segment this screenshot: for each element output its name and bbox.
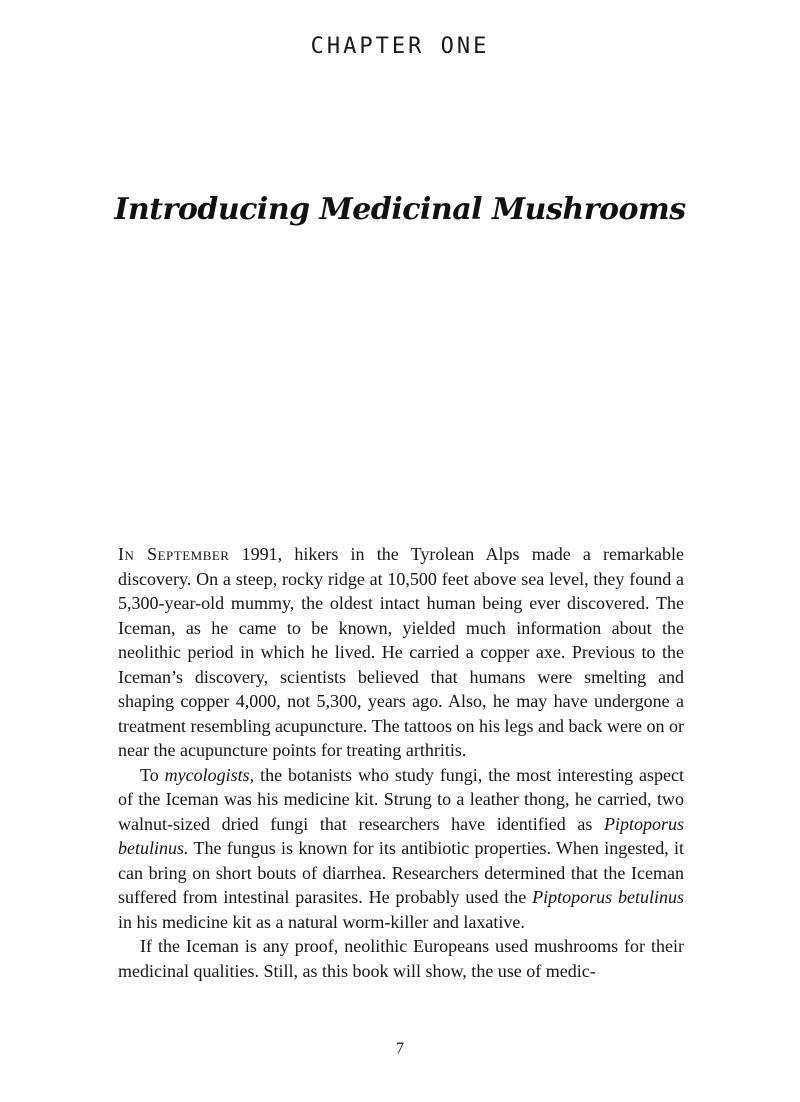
paragraph-1-text: 1991, hikers in the Tyrolean Alps made a remarkable discovery. On a steep, rocky ridge at 10,500 feet above sea level, they found a 5,300-year-old mummy, the oldest intact human being ever discovered. The Iceman, as he came to be known, yielded much information about the neolithic period in which he lived. He carried a copper axe. Previous to the Iceman’s discovery, scientists believed that humans were smelting and shaping copper 4,000, not 5,300, years ago. Also, he may have undergone a treatment resembling acupuncture. The tattoos on his legs and back were on or near the acupuncture points for treating arthritis. [118, 544, 684, 760]
paragraph-3: If the Iceman is any proof, neolithic Europeans used mushrooms for their medicinal qualities. Still, as this book will show, the use of medic- [118, 936, 684, 981]
body-text [118, 542, 684, 983]
paragraph-1 [118, 542, 684, 763]
paragraph-2 [118, 763, 684, 935]
species-name: Piptoporus betulinus. [118, 813, 684, 858]
chapter-label: CHAPTER ONE [310, 34, 490, 59]
paragraph-2-part-4: in his medicine kit as a natural worm-killer and laxative. [118, 911, 525, 932]
chapter-title: Introducing Medicinal Mushrooms [114, 192, 686, 227]
paragraph-2-part-1: To [140, 764, 165, 785]
page-number: 7 [396, 1040, 404, 1057]
paragraph-lead-in: In September [118, 544, 230, 564]
paragraph-2-part-2: the botanists who study fungi, the most interesting aspect of the Iceman was his medicine kit. Strung to a leather thong, he carried, two walnut-sized dried fungi that researchers have identified as [118, 764, 684, 834]
species-name: Piptoporus betulinus [532, 887, 684, 907]
term-mycologists: mycologists, [164, 764, 255, 785]
paragraph-2-part-3: The fungus is known for its antibiotic properties. When ingested, it can bring on short bouts of diarrhea. Researchers determined that the Iceman suffered from intestinal parasites. He probably used the [118, 838, 684, 907]
